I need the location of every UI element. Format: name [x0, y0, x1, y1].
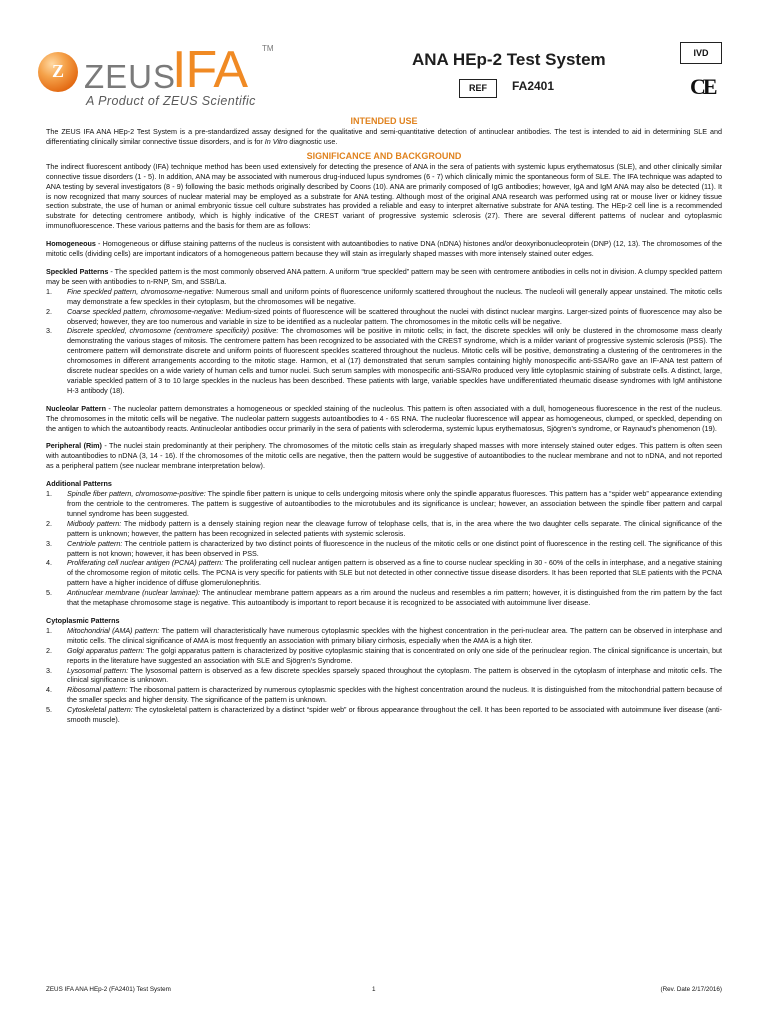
- intended-use-heading: INTENDED USE: [350, 116, 418, 126]
- revision-date: (Rev. Date 2/17/2016): [660, 986, 722, 993]
- logo-trademark: TM: [262, 44, 274, 53]
- list-item: 1. Spindle fiber pattern, chromosome-positive: The spindle fiber pattern is unique to cells undergoing mitosis where only the spindle apparatus fluoresces. This pattern has a “spider web” appearance extending from the centriole to the centromeres. The pattern is suggestive of autoantibodies to the microtubules and its significance is unclear; however, an association between the spindle fiber pattern and carpal tunnel syndrome has been suggested.: [46, 489, 722, 518]
- logo-ifa-text: IFA: [172, 41, 248, 99]
- peripheral-paragraph: Peripheral (Rim) - The nuclei stain predominantly at their periphery. The chromosomes of the mitotic cells stain as irregularly shaped masses with more intensely stained outer edges. This pattern is often seen with autoantibodies to nDNA (3, 14 - 16). If the chromosomes of the mitotic cells are negative, then the pattern would be suggestive of autoantibodies to the nuclear membrane and not to nDNA, and not reported as a peripheral pattern (see nuclear membrane interpretation below).: [46, 441, 722, 471]
- logo-tagline: A Product of ZEUS Scientific: [86, 94, 256, 108]
- document-body: [46, 115, 722, 725]
- list-item: 3. Lysosomal pattern: The lysosomal pattern is observed as a few discrete speckles sparsely spaced throughout the cytoplasm. The pattern is observed in the cytoplasm of interphase and mitotic cells. The clinical significance is unknown.: [46, 665, 722, 685]
- catalog-number: FA2401: [512, 79, 555, 93]
- ce-mark-icon: CE: [690, 74, 715, 99]
- ivd-symbol: IVD: [680, 42, 722, 64]
- additional-patterns-heading: Additional Patterns: [46, 479, 112, 489]
- ref-symbol: REF: [459, 79, 497, 98]
- list-item: 4. Ribosomal pattern: The ribosomal pattern is characterized by numerous cytoplasmic speckles with the highest concentration around the nucleus. It is distinguished from the mitochondrial pattern because of the smaller specks and higher density. The significance of the pattern is unknown.: [46, 685, 723, 705]
- list-item: 5. Antinuclear membrane (nuclear laminae): The antinuclear membrane pattern appears as a rim around the nucleus and resembles a rim pattern; however, it is distinguished from the rim pattern by the fact that the metaphase chromosome stage is negative. This autoantibody is important to report because it is recognized to be associated with autoimmune liver disease.: [46, 588, 722, 608]
- list-item: 2. Coarse speckled pattern, chromosome-negative: Medium-sized points of fluorescence will be scattered throughout the nuclei with distinct nuclear margins. Larger-sized points of fluorescence may also be observed; however, they are too numerous and variable in size to be identified as a nucleolar pattern. The chromosomes in the mitotic cells will be negative.: [46, 306, 722, 326]
- homogeneous-paragraph: Homogeneous - Homogeneous or diffuse staining patterns of the nucleus is consistent with autoantibodies to native DNA (nDNA) histones and/or deoxyribonucleoprotein (DNP) (12, 13). The chromosomes of the mitotic cells (dividing cells) are important indicators of a homogeneous pattern because they will stain as irregularly shaped masses with more intensely stained outer edges.: [46, 239, 722, 259]
- additional-patterns-list: [46, 489, 722, 608]
- list-item: 1. Mitochondrial (AMA) pattern: The pattern will characteristically have numerous cytoplasmic speckles with the highest concentration in the peri-nuclear area. The pattern can be observed in interphase and mitotic cells. The clinical significance of AMA is most frequently an association with primary biliary cirrhosis, especially when the AMA is a high titer.: [46, 625, 722, 645]
- list-item: 2. Midbody pattern: The midbody pattern is a densely staining region near the cleavage furrow of telophase cells, that is, in the area where the two daughter cells separate. The clinical significance of the pattern is unknown; however, the pattern has been recognized in selected patients with systemic sclerosis.: [46, 518, 722, 538]
- zeus-logo-icon: Z: [38, 52, 78, 92]
- significance-intro: The indirect fluorescent antibody (IFA) technique method has been used extensively for detecting the presence of ANA in the sera of patients with systemic lupus erythematosus (SLE), and other clinically similar connective tissue disorders (1 - 5). In addition, ANA may be associated with numerous drug-induced lupus syndromes (6 - 7) which clinically mimic the spontaneous form of SLE. The IFA technique was adapted to ANA testing by several investigators (8 - 9) following the basic methods originally described by Coons (10). ANA are primarily composed of IgG antibodies; however, IgA and IgM ANA may also be detected (11). It is now recognized that many sources of nuclear material may be employed as a substrate for ANA testing. Although most of the original ANA research was performed using rat or mouse liver or kidney tissue section substrate, the use of human or animal embryonic tissue cell culture substrates has provided a reliable and easy to interpret alternative substrate for ANA testing. The HEp-2 cell line is a recommended substrate for detecting centromere antibody, which is highly indicative of the CREST variant of progressive systemic sclerosis (27). There are several different patterns of nuclear and cytoplasmic immunofluorescence. These various patterns and the basis for them are as follows:: [46, 161, 722, 231]
- list-item: 2. Golgi apparatus pattern: The golgi apparatus pattern is characterized by positive cytoplasmic staining that is concentrated on only one side of the perinuclear region. The clinical significance is uncertain, but reports in the literature have suggested an association with SLE and Sjögren’s Syndrome.: [46, 645, 722, 665]
- list-item: 5. Cytoskeletal pattern: The cytoskeletal pattern is characterized by a distinct “spider web” or fibrous appearance throughout the cell. It has been reported to be associated with autoimmune liver disease (anti-smooth muscle).: [46, 705, 722, 725]
- document-title: ANA HEp-2 Test System: [412, 50, 606, 69]
- list-item: 1. Fine speckled pattern, chromosome-negative: Numerous small and uniform points of fluorescence uniformly scattered throughout the nucleus. The nucleoli will generally appear unstained. The mitotic cells may demonstrate a few speckles in their cytoplasm, but the chromosomes will be negative.: [46, 286, 723, 306]
- speckled-paragraph: Speckled Patterns - The speckled pattern is the most commonly observed ANA pattern. A uniform “true speckled” pattern may be seen with centromere antibodies in cells not in division. A clumpy speckled pattern may be seen with antibodies to n-RNP, Sm, and SSB/La.: [46, 266, 722, 286]
- list-item: 3. Discrete speckled, chromosome (centromere specificity) positive: The chromosomes will be positive in mitotic cells; in fact, the discrete speckles will only be clustered in the chromosome mass clearly demonstrating the various stages of mitosis. The centromere pattern has been recognized to be associated with the CREST syndrome, which is a milder variant of progressive systemic sclerosis (PSS). The centromere pattern will demonstrate discrete and uniform points of fluorescent speckles scattered throughout the nucleus. Mitotic cells will be positive, demonstrating a clustering of the centromeres in the chromosomes in different arrangements according to the mitotic stage. Harmon, et al (17) demonstrated that serum samples containing highly monospecific anti-SSA/Ro gave an IF-ANA test pattern of discrete nuclear speckles on a wide variety of human cells and tumor nuclei. Such serum samples with monospecific anti-SSA/Ro produced very little cytoplasmic staining of substrate cells. A distinct, large, variable speckled pattern of 3 to 10 large speckles in the nucleus has been described. These patients with large, variable speckles have undifferentiated rheumatic disease syndromes with IgM antihistone H-3 antibody (18).: [46, 326, 722, 395]
- logo-zeus-text: ZEUS: [84, 58, 177, 95]
- cytoplasmic-patterns-heading: Cytoplasmic Patterns: [46, 615, 120, 625]
- page-number: 1: [372, 986, 376, 993]
- intended-use-paragraph: The ZEUS IFA ANA HEp-2 Test System is a pre-standardized assay designed for the qualitative and semi-quantitative detection of antinuclear antibodies. The test is intended to aid in determining SLE and differentiating clinically similar connective tissue disorders, and is for In Vitro diagnostic use.: [46, 127, 722, 146]
- nucleolar-paragraph: Nucleolar Pattern - The nucleolar pattern demonstrates a homogeneous or speckled staining of the nucleolus. This pattern is often associated with a dull, homogeneous fluorescence in the rest of the nucleus. The chromosomes in the mitotic cells will be negative. The nucleolar pattern suggests autoantibodies to 4 - 6S RNA. The nucleolar fluorescence will appear as homogeneous, clumped, or speckled, depending on the antigen to which the autoantibody reacts. Antinucleolar antibodies occur primarily in the sera of patients with scleroderma, systemic lupus erythematosus, Sjögren’s syndrome, or Raynaud’s phenomenon (19).: [46, 403, 722, 433]
- cytoplasmic-patterns-list: [46, 626, 722, 725]
- significance-heading: SIGNIFICANCE AND BACKGROUND: [306, 150, 462, 161]
- footer-product: ZEUS IFA ANA HEp-2 (FA2401) Test System: [46, 986, 171, 993]
- list-item: 4. Proliferating cell nuclear antigen (PCNA) pattern: The proliferating cell nuclear antigen pattern is observed as a fine to course nuclear speckling in 30 - 60% of the cells in interphase, and a negative staining of the chromosome region of mitotic cells. The PCNA is very specific for patients with SLE but not detected in other connective tissue disease disorders. It has been reported that SLE patients with the PCNA pattern have a higher incidence of diffuse glomerulonephritis.: [46, 558, 723, 588]
- zeus-ifa-logo: [38, 40, 274, 110]
- speckled-list: [46, 287, 722, 396]
- list-item: 3. Centriole pattern: The centriole pattern is characterized by two distinct points of fluorescence in the nucleus of the mitotic cells or one distinct point of fluorescence in the resting cell. The significance of this pattern is not known; however, it has been observed in PSS.: [46, 538, 722, 558]
